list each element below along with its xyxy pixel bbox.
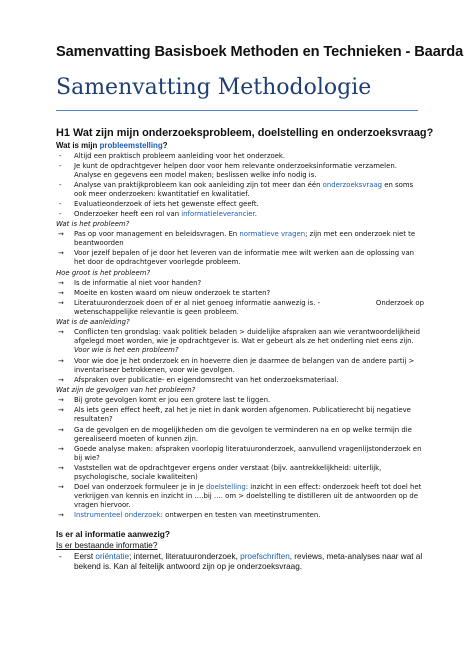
list-item-text: .: [254, 210, 257, 219]
list-wat-is-het-probleem: [56, 230, 426, 267]
subheading-wat-is-het-probleem: Wat is het probleem?: [56, 220, 130, 229]
list-probleemstelling: [56, 152, 426, 219]
list-item: [56, 230, 426, 248]
list-item-text: Pas op voor management en beleidsvragen. En: [74, 230, 240, 239]
list-gevolgen: [56, 396, 426, 520]
list-item: [56, 299, 426, 317]
list-item: → Voor jezelf bepalen of je door het leveren van de informatie mee wilt werken aan de oplossing van het door de opdrachtgever voorlegde probleem.: [56, 249, 426, 267]
list-item: [56, 483, 426, 510]
keyword-informatieleverancier: informatieleverancier: [181, 210, 255, 219]
list-item-text: : inzicht in een effect: onderzoek heeft tot doel het verkrijgen van kennis en inzicht in ….bij …. om > doelstelling te distilleren uit de antwoorden op de vragen hiervoor.: [74, 483, 422, 510]
document-body: [56, 127, 434, 574]
list-item: → Voor wie doe je het onderzoek en in hoeverre dien je daarmee de belangen van de andere partij > inventariseer betrokkenen, voor wie gevolgen.: [56, 357, 426, 375]
list-item: [56, 181, 426, 199]
list-item-text: Doel van onderzoek formuleer je in je: [74, 483, 207, 492]
list-item: [56, 511, 426, 520]
list-item-text: wetenschappelijke relevantie is geen probleem.: [74, 308, 239, 317]
keyword-orientatie: oriëntatie: [95, 551, 130, 561]
chapter-heading: H1 Wat zijn mijn onderzoeksprobleem, doelstelling en onderzoeksvraag?: [56, 127, 434, 139]
subheading-gevolgen: Wat zijn de gevolgen van het probleem?: [56, 386, 196, 395]
list-aanleiding: [56, 328, 426, 384]
question-probleemstelling: [56, 141, 426, 151]
question-informatie-aanwezig: Is er al informatie aanwezig?: [56, 528, 171, 539]
list-item: → Bij grote gevolgen komt er jou een grotere last te liggen.: [56, 396, 426, 405]
list-item-text: , reviews, meta-analyses naar wat al bekend is. Kan al feitelijk antwoord zijn op je onderzoeksvraag.: [74, 551, 423, 572]
list-item: → Vaststellen wat de opdrachtgever ergens onder verstaat (bijv. aantrekkelijkheid: uiterlijk, psychologische, sociale kwaliteiten): [56, 464, 426, 482]
list-item: → Ga de gevolgen en de mogelijkheden om die gevolgen te verminderen na en op welke termijn die gerealiseerd moeten of kunnen zijn.: [56, 426, 426, 444]
list-item-text: ; internet, literatuuronderzoek,: [129, 551, 241, 561]
subheading-aanleiding: Wat is de aanleiding?: [56, 318, 130, 327]
list-item: → Als iets geen effect heeft, zal het je niet in dank worden afgenomen. Publicatierecht bij negatieve resultaten?: [56, 406, 426, 424]
list-item: [56, 210, 426, 219]
list-item-text: Analyse van praktijkprobleem kan ook aanleiding zijn tot meer dan één: [74, 181, 323, 190]
title-underline: [56, 110, 418, 111]
list-item: → Afspraken over publicatie- en eigendomsrecht van het onderzoeksmateriaal.: [56, 376, 426, 385]
keyword-instrumenteel-onderzoek: Instrumenteel onderzoek: [74, 511, 161, 520]
question-mark: ?: [162, 141, 168, 150]
list-item-text: → Literatuuronderzoek doen of er al niet genoeg informatie aanwezig is. -: [74, 299, 321, 308]
list-item: [56, 552, 426, 573]
list-item-italic: Voor wie is het een probleem?: [74, 346, 179, 355]
keyword-probleemstelling: probleemstelling: [99, 141, 163, 150]
list-item-text: en soms ook meer onderzoeken: kwantitatief en kwalitatief.: [74, 181, 414, 198]
keyword-proefschriften: proefschriften: [240, 551, 290, 561]
list-item-text: Onderzoek op: [375, 299, 424, 308]
list-hoe-groot: [56, 279, 426, 317]
list-item: → Goede analyse maken: afspraken voorlopig literatuuronderzoek, aanvullend vragenlijstonderzoek en bij wie?: [56, 445, 426, 463]
list-bestaande-informatie: [56, 552, 426, 573]
list-item: - Evaluatieonderzoek of iets het gewenste effect geeft.: [56, 200, 426, 209]
list-item-text: Eerst: [74, 551, 96, 561]
list-item-text: Onderzoeker heeft een rol van: [74, 210, 182, 219]
list-item: [56, 328, 426, 355]
document-title: Samenvatting Methodologie: [56, 75, 372, 100]
spacer: [56, 522, 426, 529]
list-item: - Altijd een praktisch probleem aanleiding voor het onderzoek.: [56, 152, 426, 161]
list-item: - Je kunt de opdrachtgever helpen door voor hem relevante onderzoeksinformatie verzamelen. Analyse en gegevens een model maken; beslissen welke info nodig is.: [56, 162, 426, 180]
list-item: → Is de informatie al niet voor handen?: [56, 279, 426, 288]
question-text: Wat is mijn: [56, 141, 100, 150]
list-item-text: : ontwerpen en testen van meetinstrumenten.: [160, 511, 321, 520]
document-header: Samenvatting Basisboek Methoden en Technieken - Baarda: [56, 44, 464, 60]
subheading-hoe-groot: Hoe groot is het probleem?: [56, 268, 151, 277]
list-item: → Moeite en kosten waard om nieuw onderzoek te starten?: [56, 289, 426, 298]
keyword-normatieve-vragen: normatieve vragen: [239, 230, 306, 239]
subheading-bestaande-informatie: Is er bestaande informatie?: [56, 539, 158, 550]
keyword-onderzoeksvraag: onderzoeksvraag: [322, 181, 383, 190]
list-item-text: Conflicten ten grondslag: vaak politiek beladen > duidelijke afspraken aan wie verantwoordelijkheid afgelegd moet worden, wie je opdrachtgever is. Wat er gebeurt als ze het onderling niet eens zijn.: [74, 328, 420, 346]
keyword-doelstelling: doelstelling: [206, 483, 246, 492]
list-item-text: ; zijn met een onderzoek niet te beantwoorden: [74, 230, 416, 248]
